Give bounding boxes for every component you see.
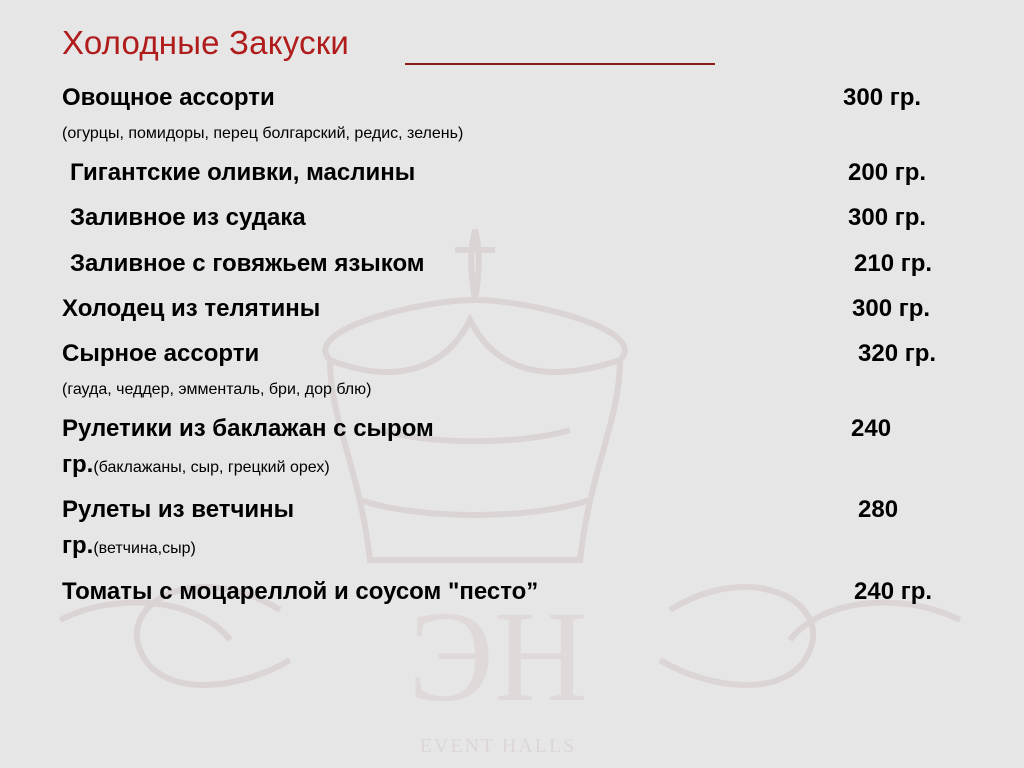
item-name-pike-perch-aspic: Заливное из судака: [70, 204, 306, 231]
item-note-eggplant-rolls: (баклажаны, сыр, грецкий орех): [93, 459, 330, 476]
watermark-monogram: ЭH: [408, 585, 588, 729]
item-name-tomatoes-mozzarella: Томаты с моцареллой и соусом "песто”: [62, 578, 539, 605]
item-price-pike-perch-aspic: 300 гр.: [848, 204, 927, 231]
item-name-olives: Гигантские оливки, маслины: [70, 159, 416, 186]
item-price-olives: 200 гр.: [848, 159, 927, 186]
item-unit-eggplant-rolls: гр.: [62, 451, 94, 478]
item-name-ham-rolls: Рулеты из ветчины: [62, 496, 295, 523]
item-unit-row-eggplant-rolls: [62, 451, 330, 479]
item-price-ham-rolls: 280: [858, 496, 899, 523]
item-price-veal-jelly: 300 гр.: [852, 295, 931, 322]
item-note-cheese-platter: (гауда, чеддер, эмменталь, бри, дор блю): [62, 381, 372, 398]
menu-title-text: Холодные Закуски: [62, 24, 350, 61]
item-price-tomatoes-mozzarella: 240 гр.: [854, 578, 933, 605]
item-unit-ham-rolls: гр.: [62, 532, 94, 559]
item-price-eggplant-rolls: 240: [851, 415, 892, 442]
item-name-veal-jelly: Холодец из телятины: [62, 295, 321, 322]
watermark-brand: EVENT HALLS: [419, 735, 577, 757]
item-note-vegetable-platter: (огурцы, помидоры, перец болгарский, редис, зелень): [62, 125, 464, 142]
item-name-cheese-platter: Сырное ассорти: [62, 340, 260, 367]
item-note-ham-rolls: (ветчина,сыр): [93, 540, 196, 557]
item-name-vegetable-platter: Овощное ассорти: [62, 84, 275, 111]
item-name-tongue-aspic: Заливное с говяжьем языком: [70, 250, 425, 277]
menu-title: [62, 24, 349, 62]
item-price-tongue-aspic: 210 гр.: [854, 250, 933, 277]
item-price-vegetable-platter: 300 гр.: [843, 84, 922, 111]
title-underline: [405, 63, 715, 65]
item-price-cheese-platter: 320 гр.: [858, 340, 937, 367]
item-unit-row-ham-rolls: [62, 532, 196, 560]
item-name-eggplant-rolls: Рулетики из баклажан с сыром: [62, 415, 434, 442]
